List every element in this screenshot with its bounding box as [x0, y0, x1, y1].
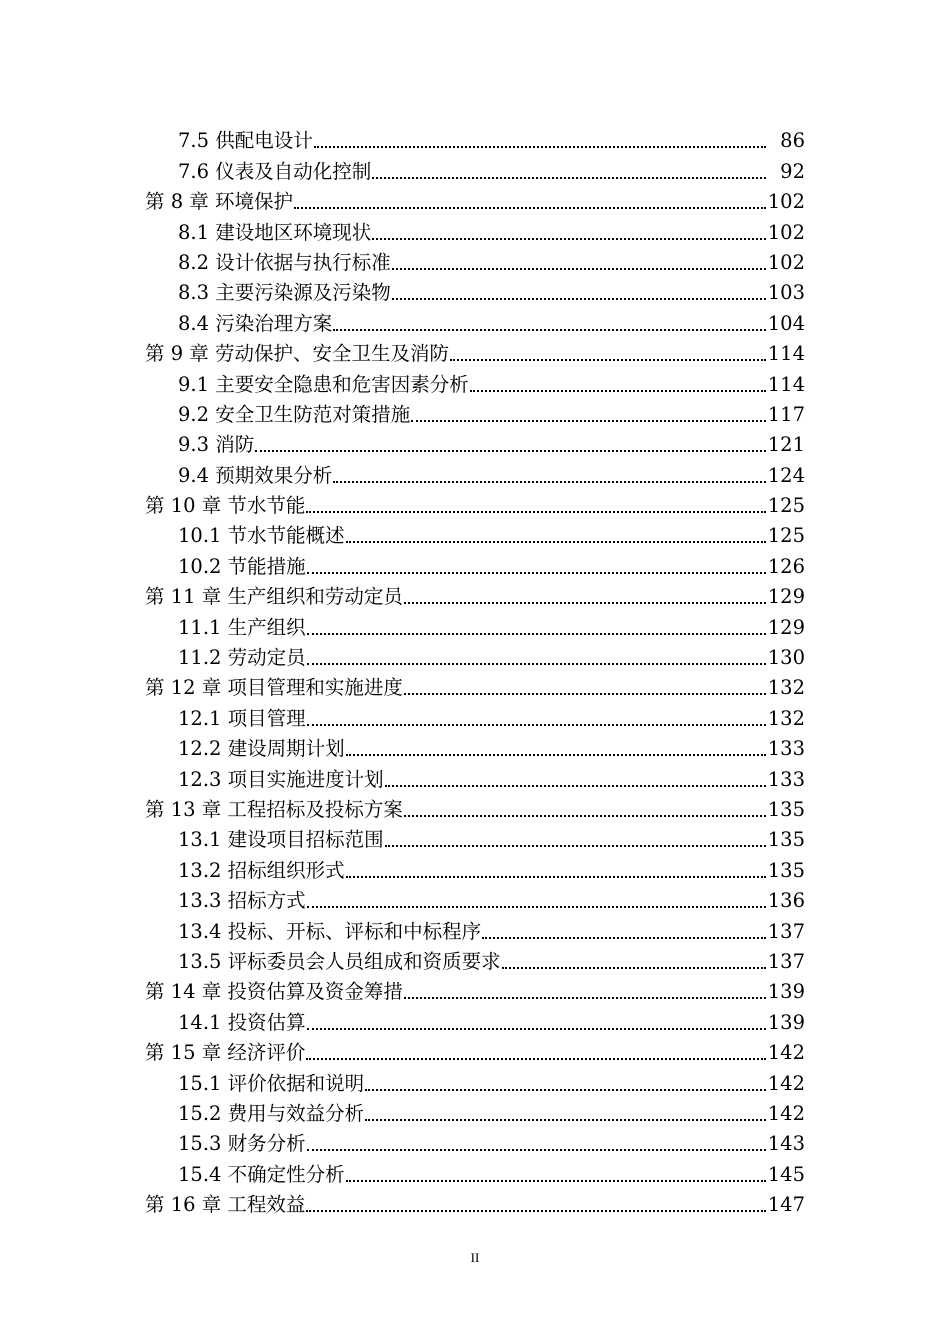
toc-section-entry[interactable]	[0, 612, 950, 642]
dot-leader	[385, 845, 766, 847]
toc-chapter-entry[interactable]	[0, 1190, 950, 1220]
toc-entry-page: 86	[780, 129, 805, 153]
toc-entry-page: 103	[767, 281, 805, 305]
toc-chapter-entry[interactable]	[0, 339, 950, 369]
toc-entry-title: 10.2 节能措施	[178, 554, 306, 578]
toc-section-entry[interactable]	[0, 643, 950, 673]
toc-section-entry[interactable]	[0, 1099, 950, 1129]
toc-section-entry[interactable]	[0, 855, 950, 885]
dot-leader	[385, 785, 766, 787]
toc-section-entry[interactable]	[0, 460, 950, 490]
toc-entry-page: 142	[767, 1101, 805, 1125]
toc-entry-title: 8.4 污染治理方案	[178, 311, 333, 335]
toc-entry-page: 114	[767, 372, 805, 396]
toc-entry-page: 126	[767, 554, 805, 578]
toc-entry-title: 8.2 设计依据与执行标准	[178, 250, 391, 274]
toc-entry-title: 13.2 招标组织形式	[178, 858, 345, 882]
toc-entry-page: 102	[767, 220, 805, 244]
toc-entry-title: 9.2 安全卫生防范对策措施	[178, 402, 411, 426]
toc-entry-page: 143	[767, 1132, 805, 1156]
toc-entry-page: 125	[767, 524, 805, 548]
toc-entry-title: 15.4 不确定性分析	[178, 1162, 345, 1186]
dot-leader	[411, 420, 766, 422]
toc-entry-page: 102	[767, 250, 805, 274]
dot-leader	[314, 146, 766, 148]
toc-entry-page: 139	[767, 980, 805, 1004]
toc-section-entry[interactable]	[0, 430, 950, 460]
dot-leader	[346, 876, 766, 878]
dot-leader	[333, 329, 766, 331]
toc-entry-title: 9.3 消防	[178, 433, 255, 457]
toc-entry-title: 8.1 建设地区环境现状	[178, 220, 372, 244]
toc-entry-title: 第 10 章 节水节能	[145, 494, 306, 518]
toc-entry-page: 137	[767, 949, 805, 973]
dot-leader	[255, 450, 766, 452]
dot-leader	[450, 359, 766, 361]
toc-entry-page: 124	[767, 463, 805, 487]
dot-leader	[372, 177, 766, 179]
toc-entry-title: 9.4 预期效果分析	[178, 463, 333, 487]
dot-leader	[294, 207, 766, 209]
toc-entry-title: 11.1 生产组织	[178, 615, 306, 639]
dot-leader	[333, 481, 766, 483]
dot-leader	[392, 268, 766, 270]
dot-leader	[307, 906, 766, 908]
toc-section-entry[interactable]	[0, 400, 950, 430]
toc-entry-page: 92	[780, 159, 805, 183]
toc-entry-page: 145	[767, 1162, 805, 1186]
toc-entry-title: 第 16 章 工程效益	[145, 1193, 306, 1217]
toc-entry-page: 136	[767, 889, 805, 913]
toc-section-entry[interactable]	[0, 1129, 950, 1159]
toc-entry-title: 13.3 招标方式	[178, 889, 306, 913]
dot-leader	[470, 390, 766, 392]
toc-section-entry[interactable]	[0, 126, 950, 156]
table-of-contents	[0, 126, 950, 1220]
toc-entry-page: 142	[767, 1041, 805, 1065]
toc-chapter-entry[interactable]	[0, 491, 950, 521]
toc-section-entry[interactable]	[0, 916, 950, 946]
toc-section-entry[interactable]	[0, 248, 950, 278]
dot-leader	[404, 997, 766, 999]
toc-entry-title: 12.2 建设周期计划	[178, 737, 345, 761]
toc-section-entry[interactable]	[0, 551, 950, 581]
toc-entry-title: 11.2 劳动定员	[178, 646, 306, 670]
toc-entry-page: 139	[767, 1010, 805, 1034]
toc-entry-page: 104	[767, 311, 805, 335]
toc-entry-page: 133	[767, 737, 805, 761]
toc-entry-page: 129	[767, 615, 805, 639]
dot-leader	[307, 633, 766, 635]
toc-entry-page: 121	[767, 433, 805, 457]
dot-leader	[392, 298, 766, 300]
toc-entry-page: 135	[767, 797, 805, 821]
toc-entry-title: 12.3 项目实施进度计划	[178, 767, 384, 791]
toc-entry-title: 第 11 章 生产组织和劳动定员	[145, 585, 403, 609]
toc-section-entry[interactable]	[0, 886, 950, 916]
toc-entry-title: 第 15 章 经济评价	[145, 1041, 306, 1065]
dot-leader	[346, 1180, 766, 1182]
dot-leader	[404, 602, 766, 604]
toc-chapter-entry[interactable]	[0, 187, 950, 217]
dot-leader	[365, 1089, 766, 1091]
toc-section-entry[interactable]	[0, 1007, 950, 1037]
toc-entry-title: 13.5 评标委员会人员组成和资质要求	[178, 949, 501, 973]
toc-chapter-entry[interactable]	[0, 795, 950, 825]
page-number: II	[470, 1250, 480, 1265]
toc-entry-page: 132	[767, 676, 805, 700]
toc-chapter-entry[interactable]	[0, 673, 950, 703]
toc-chapter-entry[interactable]	[0, 977, 950, 1007]
toc-entry-page: 135	[767, 828, 805, 852]
toc-chapter-entry[interactable]	[0, 1038, 950, 1068]
toc-entry-title: 8.3 主要污染源及污染物	[178, 281, 391, 305]
toc-section-entry[interactable]	[0, 825, 950, 855]
toc-entry-title: 15.3 财务分析	[178, 1132, 306, 1156]
toc-entry-title: 第 8 章 环境保护	[145, 190, 294, 214]
dot-leader	[346, 754, 766, 756]
toc-entry-title: 7.6 仪表及自动化控制	[178, 159, 372, 183]
toc-entry-title: 15.2 费用与效益分析	[178, 1101, 365, 1125]
dot-leader	[365, 1119, 766, 1121]
dot-leader	[372, 238, 766, 240]
toc-entry-page: 125	[767, 494, 805, 518]
toc-entry-title: 13.1 建设项目招标范围	[178, 828, 384, 852]
toc-entry-page: 129	[767, 585, 805, 609]
dot-leader	[307, 724, 766, 726]
toc-section-entry[interactable]	[0, 369, 950, 399]
toc-section-entry[interactable]	[0, 156, 950, 186]
toc-entry-title: 12.1 项目管理	[178, 706, 306, 730]
toc-chapter-entry[interactable]	[0, 582, 950, 612]
toc-entry-page: 102	[767, 190, 805, 214]
toc-section-entry[interactable]	[0, 764, 950, 794]
toc-entry-page: 147	[767, 1193, 805, 1217]
dot-leader	[404, 693, 766, 695]
toc-entry-page: 117	[767, 402, 805, 426]
toc-entry-page: 137	[767, 919, 805, 943]
toc-section-entry[interactable]	[0, 703, 950, 733]
toc-section-entry[interactable]	[0, 521, 950, 551]
toc-entry-title: 15.1 评价依据和说明	[178, 1071, 365, 1095]
dot-leader	[306, 1210, 766, 1212]
toc-entry-page: 133	[767, 767, 805, 791]
dot-leader	[307, 1149, 766, 1151]
toc-entry-title: 第 9 章 劳动保护、安全卫生及消防	[145, 342, 450, 366]
toc-section-entry[interactable]	[0, 734, 950, 764]
toc-section-entry[interactable]	[0, 1068, 950, 1098]
toc-entry-title: 13.4 投标、开标、评标和中标程序	[178, 919, 482, 943]
toc-section-entry[interactable]	[0, 217, 950, 247]
dot-leader	[306, 1058, 766, 1060]
toc-section-entry[interactable]	[0, 278, 950, 308]
toc-entry-title: 9.1 主要安全隐患和危害因素分析	[178, 372, 469, 396]
dot-leader	[306, 511, 766, 513]
toc-section-entry[interactable]	[0, 308, 950, 338]
dot-leader	[502, 967, 766, 969]
toc-entry-title: 14.1 投资估算	[178, 1010, 306, 1034]
toc-entry-title: 10.1 节水节能概述	[178, 524, 345, 548]
toc-entry-page: 142	[767, 1071, 805, 1095]
dot-leader	[307, 663, 766, 665]
toc-section-entry[interactable]	[0, 947, 950, 977]
toc-entry-page: 130	[767, 646, 805, 670]
toc-entry-title: 7.5 供配电设计	[178, 129, 313, 153]
dot-leader	[482, 937, 766, 939]
dot-leader	[404, 815, 766, 817]
toc-entry-page: 114	[767, 342, 805, 366]
toc-section-entry[interactable]	[0, 1159, 950, 1189]
dot-leader	[307, 572, 766, 574]
toc-entry-title: 第 13 章 工程招标及投标方案	[145, 797, 403, 821]
toc-entry-page: 132	[767, 706, 805, 730]
dot-leader	[346, 541, 766, 543]
toc-entry-title: 第 12 章 项目管理和实施进度	[145, 676, 403, 700]
toc-entry-page: 135	[767, 858, 805, 882]
toc-entry-title: 第 14 章 投资估算及资金筹措	[145, 980, 403, 1004]
dot-leader	[307, 1028, 766, 1030]
